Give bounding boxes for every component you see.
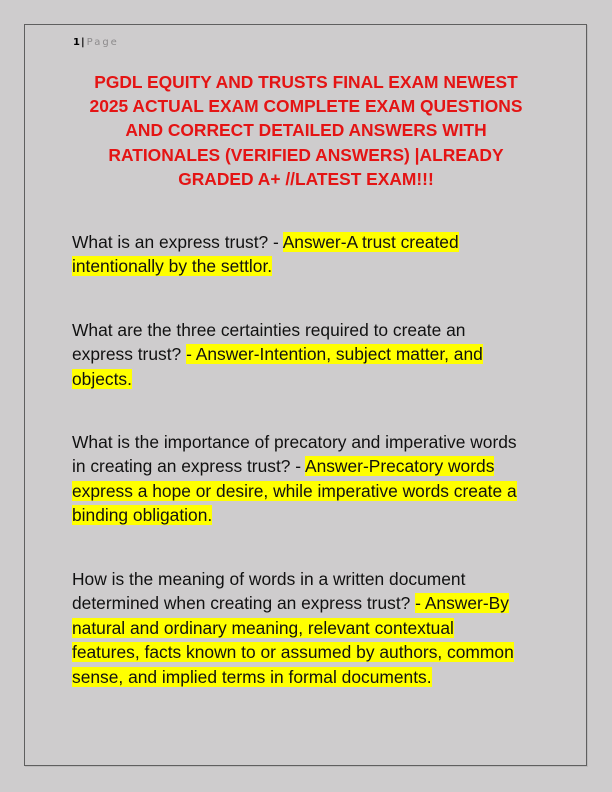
qa-line	[72, 665, 542, 689]
answer-highlight: objects.	[72, 368, 132, 389]
question-text: express trust?	[72, 344, 187, 365]
answer-highlight: binding obligation.	[72, 505, 213, 526]
qa-line	[72, 342, 542, 366]
title-line: PGDL EQUITY AND TRUSTS FINAL EXAM NEWEST	[94, 72, 518, 92]
answer-highlight: Answer-A trust created	[282, 232, 459, 252]
question-text: What is the importance of precatory and imperative words	[72, 432, 517, 452]
answer-highlight: express a hope or desire, while imperative words create a	[72, 480, 517, 501]
title-line: 2025 ACTUAL EXAM COMPLETE EXAM QUESTIONS	[89, 96, 523, 117]
qa-line	[72, 503, 542, 527]
qa-line	[72, 254, 542, 278]
qa-line	[72, 616, 542, 640]
answer-highlight: natural and ordinary meaning, relevant contextual	[72, 617, 454, 638]
question-text: What is an express trust? -	[72, 232, 283, 252]
qa-line	[72, 479, 542, 503]
title-line: GRADED A+ //LATEST EXAM!!!	[178, 168, 434, 189]
qa-line	[72, 640, 542, 664]
qa-item	[72, 230, 542, 279]
page-number: 1	[73, 37, 80, 48]
qa-line	[72, 591, 542, 615]
document-title	[72, 70, 540, 191]
title-line: AND CORRECT DETAILED ANSWERS WITH	[125, 120, 487, 141]
qa-item	[72, 318, 542, 391]
page-header	[73, 36, 119, 49]
qa-item	[72, 567, 542, 689]
answer-highlight: Answer-Precatory words	[304, 456, 495, 477]
qa-line	[72, 367, 542, 391]
answer-highlight: intentionally by the settlor.	[72, 256, 273, 277]
qa-line	[72, 318, 542, 342]
question-text: How is the meaning of words in a written document	[72, 569, 466, 589]
qa-line	[72, 567, 542, 591]
qa-line	[72, 430, 542, 454]
question-text: in creating an express trust? -	[72, 456, 305, 477]
answer-highlight: - Answer-By	[415, 593, 509, 614]
qa-line	[72, 454, 542, 478]
answer-highlight: - Answer-Intention, subject matter, and	[186, 344, 483, 365]
answer-highlight: sense, and implied terms in formal documents.	[72, 666, 432, 687]
qa-item	[72, 430, 542, 528]
page-separator: |	[80, 37, 85, 48]
question-text: What are the three certainties required to create an	[72, 320, 466, 340]
page-label: Page	[86, 37, 119, 48]
answer-highlight: features, facts known to or assumed by authors, common	[72, 642, 514, 663]
qa-line	[72, 230, 542, 254]
question-text: determined when creating an express trust?	[72, 593, 416, 614]
title-line: RATIONALES (VERIFIED ANSWERS) |ALREADY	[108, 144, 504, 165]
